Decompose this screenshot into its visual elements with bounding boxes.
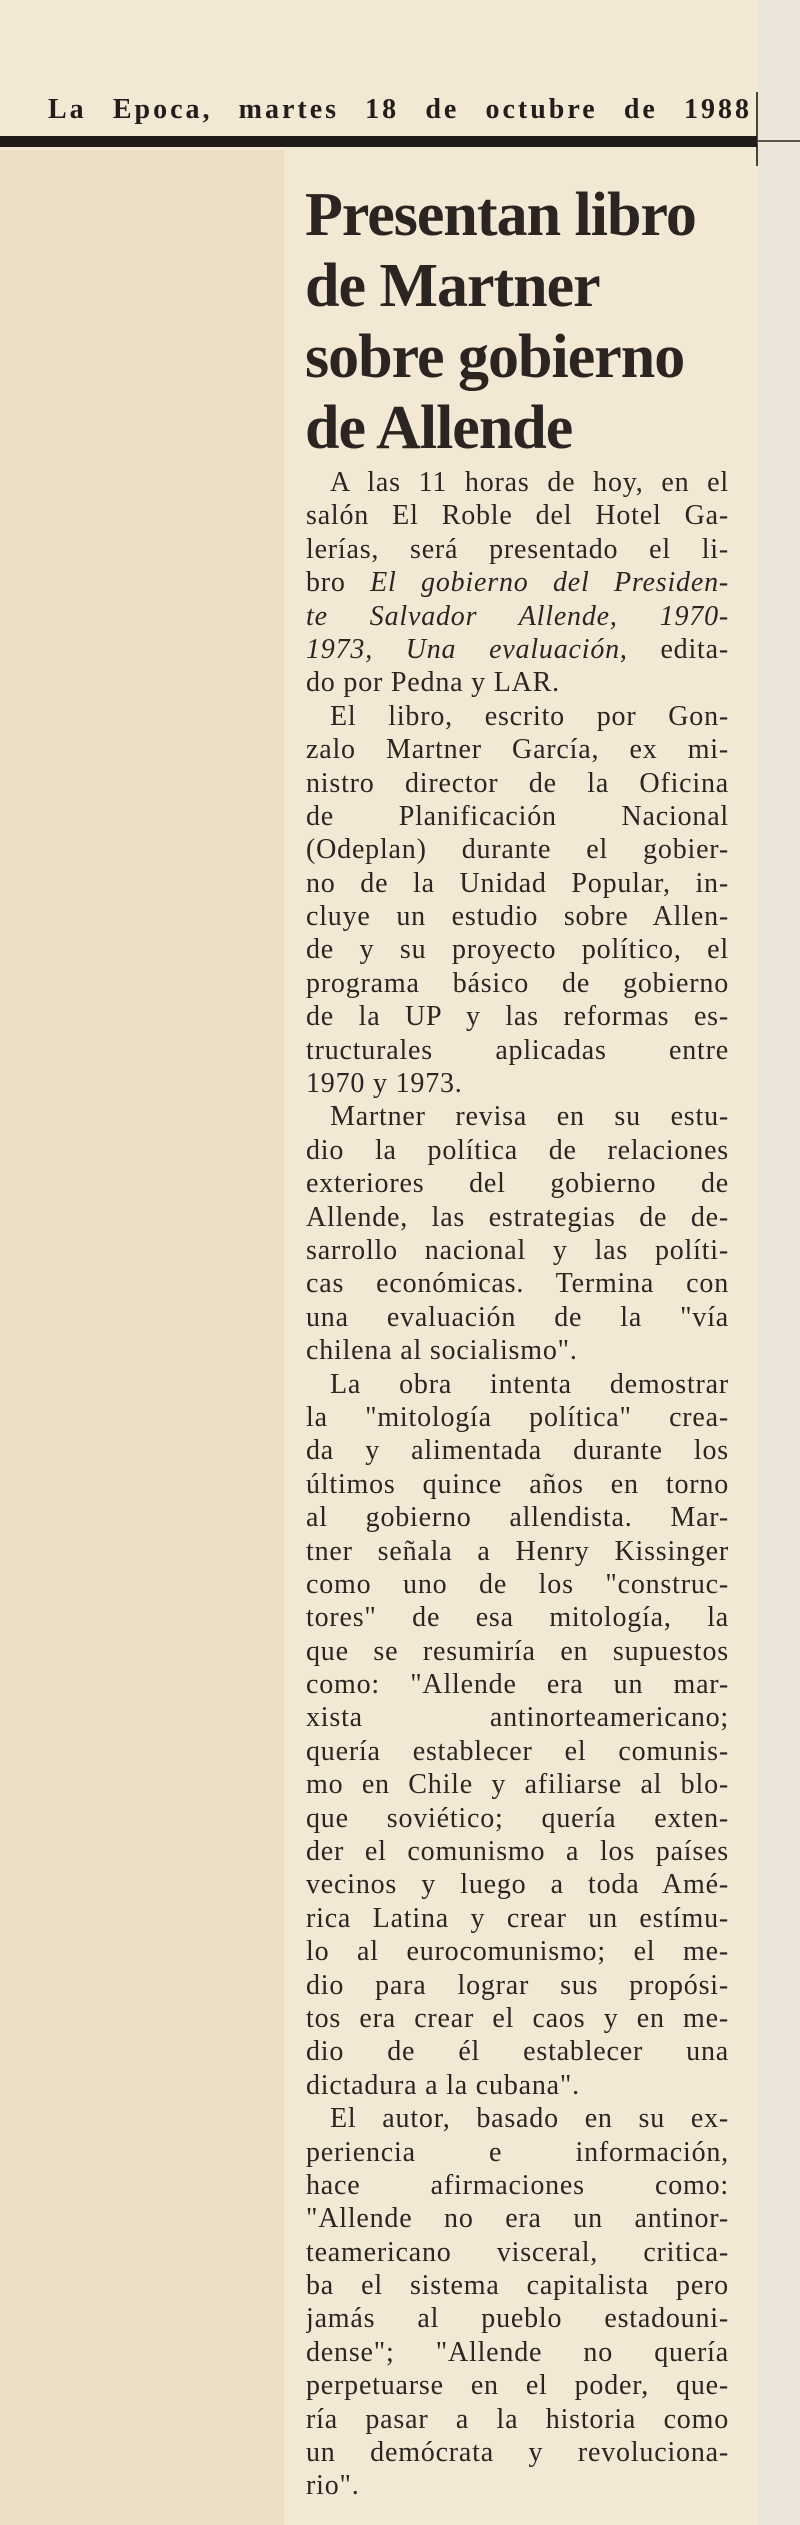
article-line: 1970 y 1973. [306,1068,463,1100]
article-line [306,566,729,599]
article-line: da y alimentada durante los [306,1435,729,1467]
article-line: perpetuarse en el poder, que- [306,2370,729,2402]
article-line: Allende, las estrategias de de- [306,1201,729,1233]
article-line: "Allende no era un antinor- [306,2203,729,2235]
article-paragraph [306,700,729,1101]
article-line: dio para lograr sus propósi- [306,1969,729,2001]
article-line: como: "Allende era un mar- [306,1669,729,1701]
article-line: de la UP y las reformas es- [306,1001,729,1033]
article-line: una evaluación de la "vía [306,1301,729,1333]
article-line: un demócrata y revoluciona- [306,2437,729,2469]
text-segment: edita- [627,633,729,665]
article-line: hace afirmaciones como: [306,2169,729,2201]
article-paragraph [306,466,729,700]
article-line: Martner revisa en su estu- [330,1101,729,1133]
article-line: xista antinorteamericano; [306,1702,729,1734]
italic-text: te Salvador Allende, 1970- [306,600,729,632]
header-rule [0,136,757,147]
article-line: sarrollo nacional y las políti- [306,1234,729,1266]
column-divider [756,92,758,166]
headline [305,180,750,464]
article-body [306,466,729,2503]
article-line: teamericano visceral, critica- [306,2236,729,2268]
article-line: dense"; "Allende no quería [306,2336,729,2368]
article-line: cluye un estudio sobre Allen- [306,901,729,933]
article-line: de y su proyecto político, el [306,934,729,966]
article-line: dictadura a la cubana". [306,2069,580,2101]
article-line: chilena al socialismo". [306,1335,578,1367]
article-line: al gobierno allendista. Mar- [306,1502,729,1534]
article-line: ría pasar a la historia como [306,2403,729,2435]
article-line: que se resumiría en supuestos [306,1635,729,1667]
article-line: tner señala a Henry Kissinger [306,1535,729,1567]
article-line: zalo Martner García, ex mi- [306,734,729,766]
article-line: tos era crear el caos y en me- [306,2002,729,2034]
article-line: tores" de esa mitología, la [306,1602,729,1634]
headline-line: de Martner [305,252,600,320]
article-line: dio la política de relaciones [306,1134,729,1166]
article-paragraph [306,2102,729,2503]
article-line: rica Latina y crear un estímu- [306,1902,729,1934]
article-paragraph [306,1368,729,2103]
article-line: mo en Chile y afiliarse al blo- [306,1769,729,1801]
italic-text: 1973, Una evaluación, [306,633,628,665]
paper-edge [758,0,800,2525]
headline-line: Presentan libro [305,181,696,249]
article-line [306,633,729,666]
article-line: vecinos y luego a toda Amé- [306,1869,729,1901]
article-line: El autor, basado en su ex- [330,2103,729,2135]
article-line: ba el sistema capitalista pero [306,2270,729,2302]
newspaper-dateline: La Epoca, martes 18 de octubre de 1988 [48,94,752,125]
blank-margin [0,150,284,2525]
headline-line: de Allende [305,394,573,462]
article-line: do por Pedna y LAR. [306,667,560,699]
article-line [306,600,729,633]
article-line: últimos quince años en torno [306,1468,729,1500]
text-segment: bro [306,567,371,599]
article-line: (Odeplan) durante el gobier- [306,834,729,866]
article-line: tructurales aplicadas entre [306,1034,729,1066]
article-line: quería establecer el comunis- [306,1735,729,1767]
article-line: jamás al pueblo estadouni- [306,2303,729,2335]
article-line: de Planificación Nacional [306,800,729,832]
article-line: como uno de los "construc- [306,1568,729,1600]
article-line: rio". [306,2470,360,2502]
article-line: periencia e información, [306,2136,729,2168]
article-line: lo al eurocomunismo; el me- [306,1936,729,1968]
article-line: La obra intenta demostrar [330,1368,729,1400]
article-line: que soviético; quería exten- [306,1802,729,1834]
article-line: salón El Roble del Hotel Ga- [306,500,729,532]
article-line: programa básico de gobierno [306,967,729,999]
article-line: nistro director de la Oficina [306,767,729,799]
article-line: der el comunismo a los países [306,1836,729,1868]
article-line: exteriores del gobierno de [306,1168,729,1200]
article-paragraph [306,1100,729,1367]
article-line: A las 11 horas de hoy, en el [330,467,729,498]
article-line: la "mitología política" crea- [306,1401,729,1433]
article-line: no de la Unidad Popular, in- [306,867,729,899]
article-line: El libro, escrito por Gon- [330,700,729,732]
article-line: cas económicas. Termina con [306,1268,729,1300]
article-line: lerías, será presentado el li- [306,533,729,565]
article-line: dio de él establecer una [306,2036,729,2068]
italic-text: El gobierno del Presiden- [370,567,729,599]
header-rule-thin [757,140,800,142]
headline-line: sobre gobierno [305,323,685,391]
